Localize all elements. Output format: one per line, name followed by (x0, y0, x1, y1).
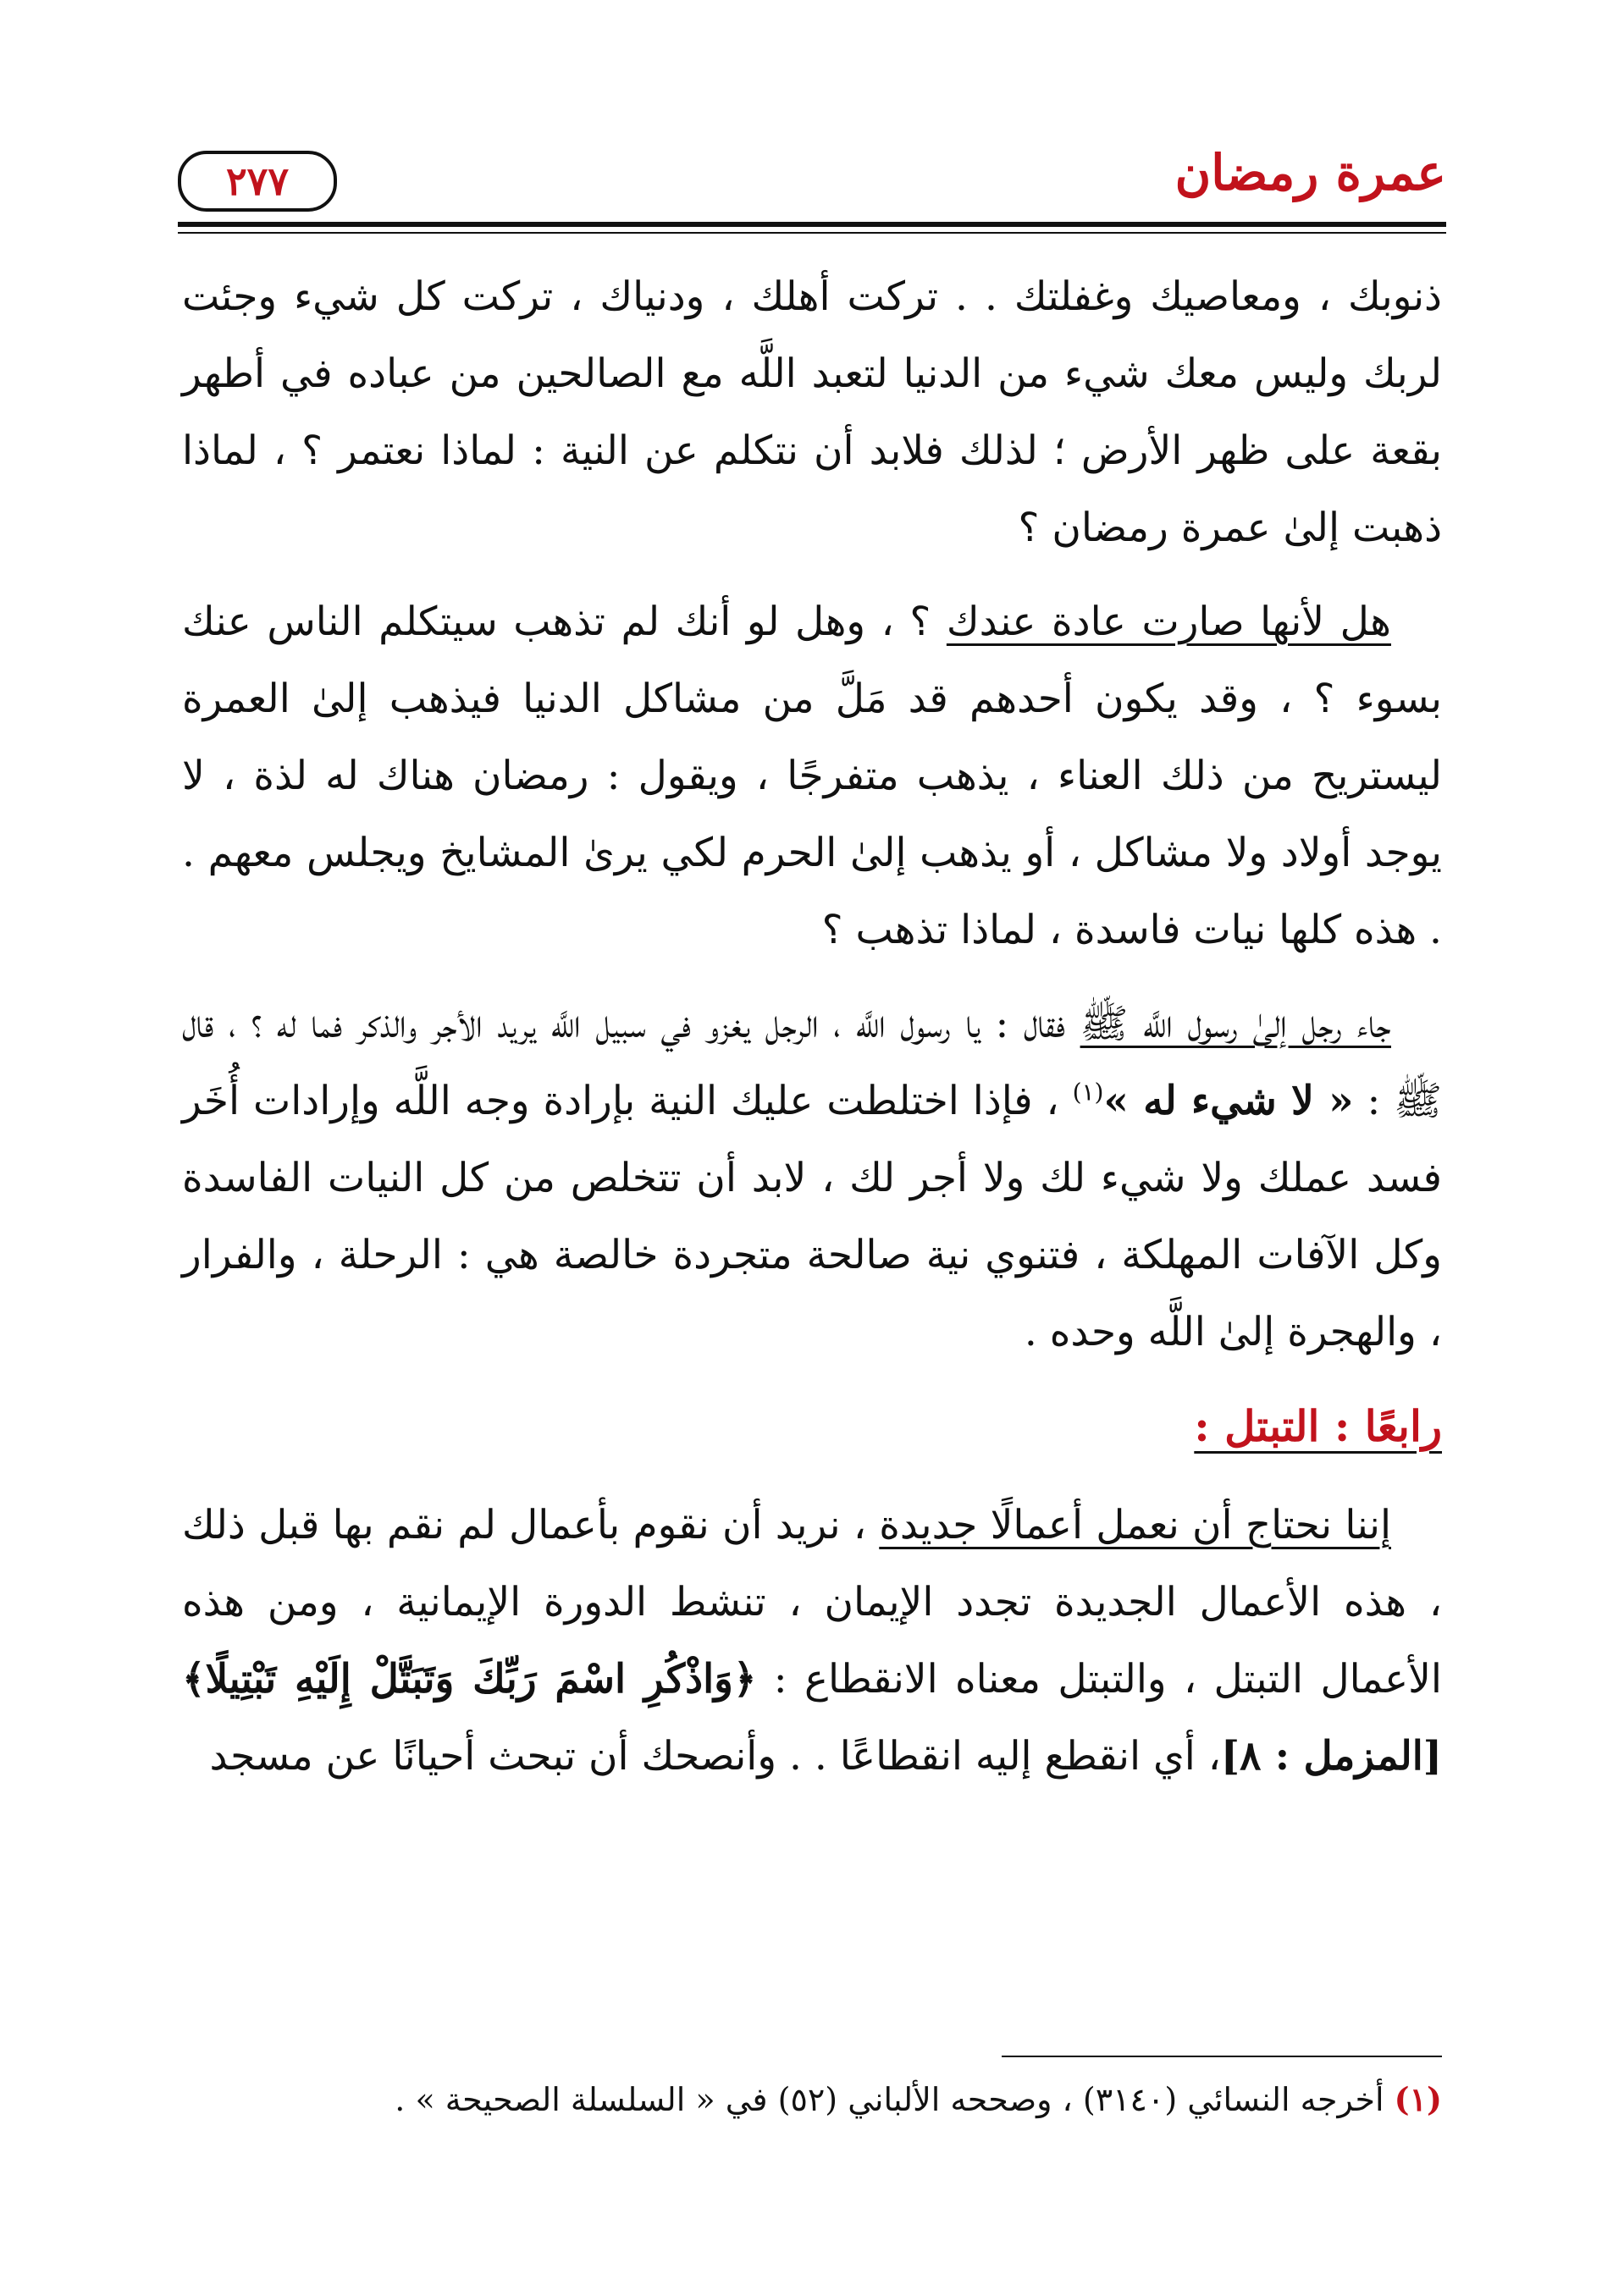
footnote-marker: (١) (1394, 2080, 1442, 2118)
section-heading-text: رابعًا : التبتل : (1194, 1401, 1442, 1451)
page-header (178, 135, 1446, 220)
paragraph-4-underlined: إننا نحتاج أن نعمل أعمالًا جديدة (879, 1502, 1391, 1548)
paragraph-3-underlined: جاء رجل إلىٰ رسول اللَّه ﷺ (1080, 1001, 1391, 1047)
paragraph-3-text-a: فقال : يا رسول اللَّه ، الرجل يغزو في سبيل اللَّه يريد الأجر والذكر فما له ؟ ، قال ﷺ : (182, 1001, 1442, 1124)
hadith-quote: « لا شيء له » (1103, 1078, 1354, 1124)
footnote-reference: (١) (1072, 1078, 1104, 1107)
paragraph-2-text: ؟ ، وهل لو أنك لم تذهب سيتكلم الناس عنك بسوء ؟ ، وقد يكون أحدهم قد مَلَّ من مشاكل الدنيا فيذهب إلىٰ العمرة ليستريح من ذلك العناء ، يذهب متفرجًا ، ويقول : رمضان هناك له لذة ، لا يوجد أولاد ولا مشاكل ، أو يذهب إلىٰ الحرم لكي يرىٰ المشايخ ويجلس معهم . . هذه كلها نيات فاسدة ، لماذا تذهب ؟ (182, 599, 1442, 953)
paragraph-1 (182, 258, 1442, 566)
verse-reference: [المزمل : ٨] (1220, 1733, 1442, 1780)
paragraph-4 (182, 1487, 1442, 1795)
running-title: عمرة رمضان (1174, 144, 1446, 201)
header-rule-thin (178, 232, 1446, 234)
paragraph-4-text-a: ، نريد أن نقوم بأعمال لم نقم بها قبل ذلك ، هذه الأعمال الجديدة تجدد الإيمان ، تنشط الدورة الإيمانية ، ومن هذه الأعمال التبتل ، والتبتل معناه الانقطاع : (182, 1502, 1442, 1703)
paragraph-3 (182, 985, 1442, 1371)
page-number-badge: ٢٧٧ (178, 151, 337, 212)
page-body (182, 258, 1442, 1812)
paragraph-2 (182, 583, 1442, 969)
footnote-rule (1002, 2056, 1442, 2057)
quran-verse: ﴿وَاذْكُرِ اسْمَ رَبِّكَ وَتَبَتَّلْ إِلَيْهِ تَبْتِيلًا﴾ (182, 1656, 757, 1703)
footnote (182, 2074, 1442, 2125)
paragraph-3-text-b: ، فإذا اختلطت عليك النية بإرادة وجه اللَّه وإرادات أُخَر فسد عملك ولا شيء لك ولا أجر لك ، لابد أن تتخلص من كل النيات الفاسدة وكل الآفات المهلكة ، فتنوي نية صالحة متجردة خالصة هي : الرحلة ، والفرار ، والهجرة إلىٰ اللَّه وحده . (182, 1078, 1442, 1355)
footnote-text: أخرجه النسائي (٣١٤٠) ، وصححه الألباني (٥٢) في « السلسلة الصحيحة » . (395, 2081, 1395, 2118)
paragraph-4-text-b: ، أي انقطع إليه انقطاعًا . . وأنصحك أن تبحث أحيانًا عن مسجد (209, 1733, 1221, 1780)
paragraph-1-text: ذنوبك ، ومعاصيك وغفلتك . . تركت أهلك ، ودنياك ، تركت كل شيء وجئت لربك وليس معك شيء من الدنيا لتعبد اللَّه مع الصالحين من عباده في أطهر بقعة على ظهر الأرض ؛ لذلك فلابد أن نتكلم عن النية : لماذا نعتمر ؟ ، لماذا ذهبت إلىٰ عمرة رمضان ؟ (182, 273, 1442, 551)
paragraph-2-underlined: هل لأنها صارت عادة عندك (946, 599, 1391, 645)
section-heading (182, 1388, 1442, 1465)
header-rule-thick (178, 222, 1446, 227)
